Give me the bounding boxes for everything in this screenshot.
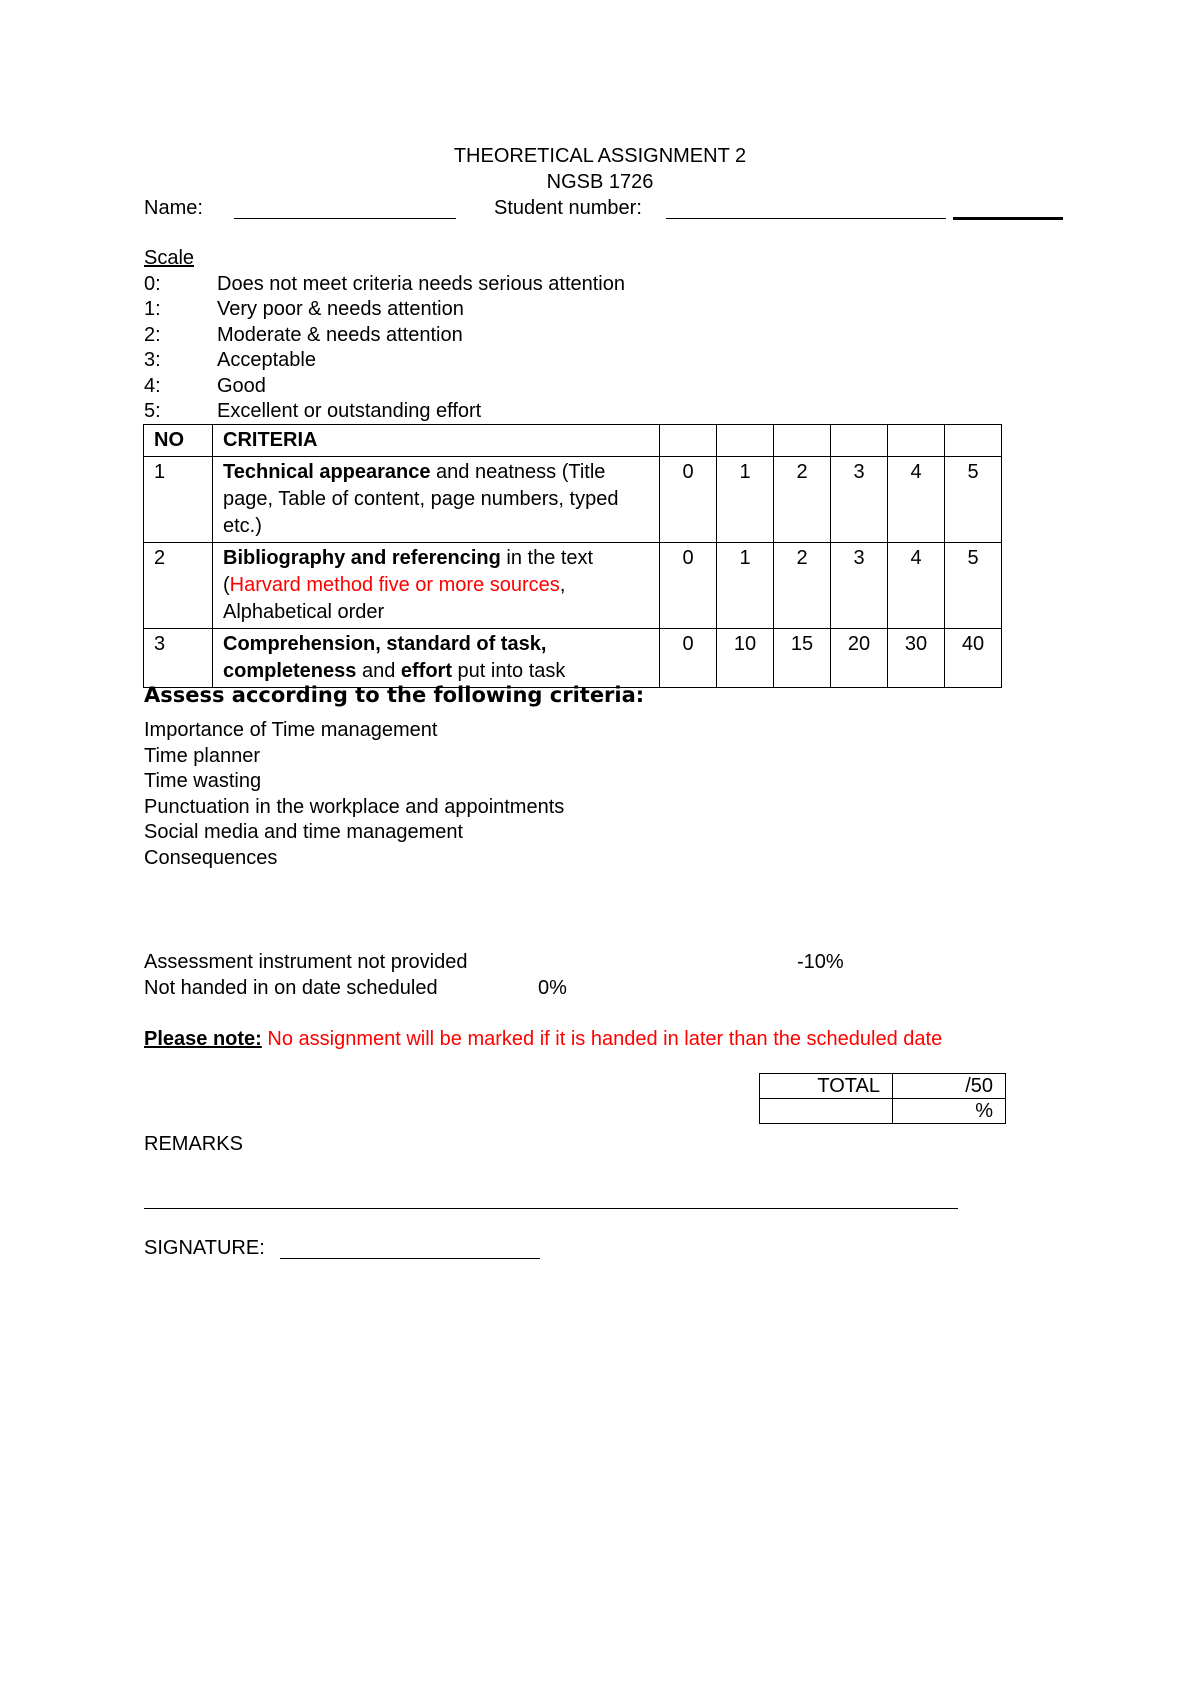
scale-text: Good [217, 375, 266, 397]
student-number-extra-line [953, 217, 1063, 220]
score-cell[interactable]: 1 [717, 543, 774, 629]
header-no: NO [144, 425, 213, 457]
criteria-bold: Bibliography and referencing [223, 547, 501, 569]
criteria-text: and [356, 660, 401, 682]
criteria-text: put into task [451, 660, 566, 682]
remarks-label: REMARKS [144, 1133, 243, 1155]
criteria-red-text: Harvard method five or more sources [229, 574, 560, 596]
table-row [144, 457, 1002, 543]
remarks-line[interactable] [144, 1208, 958, 1209]
instrument-penalty-value: -10% [797, 951, 844, 973]
signature-line[interactable] [280, 1258, 540, 1259]
table-header-row [144, 425, 1002, 457]
criteria-bold: Technical appearance [223, 461, 431, 483]
scale-text: Moderate & needs attention [217, 324, 463, 346]
late-penalty-value: 0% [538, 977, 567, 999]
score-cell[interactable]: 0 [660, 457, 717, 543]
assess-item: Time wasting [144, 770, 262, 792]
scale-key: 5: [144, 400, 161, 422]
total-row [760, 1074, 1006, 1099]
table-row [144, 629, 1002, 688]
student-number-blank-line[interactable] [666, 218, 946, 219]
note-label: Please note: [144, 1028, 262, 1050]
total-value[interactable]: /50 [893, 1074, 1006, 1099]
percent-empty-cell [760, 1099, 893, 1124]
percent-row [760, 1099, 1006, 1124]
scale-key: 0: [144, 273, 161, 295]
header-criteria: CRITERIA [213, 425, 660, 457]
row-criteria [213, 629, 660, 688]
score-cell[interactable]: 2 [774, 543, 831, 629]
name-blank-line[interactable] [234, 218, 456, 219]
row-criteria [213, 457, 660, 543]
row-number: 3 [144, 629, 213, 688]
document-title: THEORETICAL ASSIGNMENT 2 [453, 145, 747, 167]
score-cell[interactable]: 3 [831, 457, 888, 543]
please-note [144, 1027, 942, 1052]
total-table [759, 1073, 1006, 1124]
row-number: 2 [144, 543, 213, 629]
criteria-table [143, 424, 1002, 688]
assess-item: Social media and time management [144, 821, 464, 843]
scale-key: 1: [144, 298, 161, 320]
scale-key: 4: [144, 375, 161, 397]
course-code: NGSB 1726 [546, 171, 654, 193]
table-row [144, 543, 1002, 629]
row-criteria [213, 543, 660, 629]
scale-text: Very poor & needs attention [217, 298, 464, 320]
score-cell[interactable]: 2 [774, 457, 831, 543]
name-label: Name: [144, 197, 203, 219]
score-cell[interactable]: 40 [945, 629, 1002, 688]
scale-heading: Scale [144, 247, 195, 269]
score-cell[interactable]: 3 [831, 543, 888, 629]
row-number: 1 [144, 457, 213, 543]
score-cell[interactable]: 0 [660, 629, 717, 688]
score-cell[interactable]: 5 [945, 543, 1002, 629]
scale-key: 3: [144, 349, 161, 371]
criteria-bold: effort [400, 660, 452, 682]
assess-heading: Assess according to the following criteria: [144, 683, 645, 707]
late-penalty-label: Not handed in on date scheduled [144, 977, 438, 999]
score-cell[interactable]: 4 [888, 543, 945, 629]
criteria-text: , Alphabetical order [223, 574, 566, 623]
note-text: No assignment will be marked if it is handed in later than the scheduled date [261, 1028, 943, 1050]
student-number-label: Student number: [494, 197, 642, 219]
scale-text: Acceptable [217, 349, 316, 371]
scale-text: Excellent or outstanding effort [217, 400, 482, 422]
assess-item: Punctuation in the workplace and appointments [144, 796, 565, 818]
criteria-text: and neatness (Title page, Table of content, page numbers, typed etc.) [223, 461, 619, 537]
scale-text: Does not meet criteria needs serious attention [217, 273, 625, 295]
assess-item: Time planner [144, 745, 260, 767]
total-label: TOTAL [760, 1074, 893, 1099]
signature-label: SIGNATURE: [144, 1237, 265, 1259]
criteria-text: in the text ( [223, 547, 594, 596]
score-cell[interactable]: 10 [717, 629, 774, 688]
criteria-bold: Comprehension, standard of task, completeness [223, 633, 547, 682]
assess-item: Importance of Time management [144, 719, 438, 741]
instrument-penalty-label: Assessment instrument not provided [144, 951, 468, 973]
score-cell[interactable]: 5 [945, 457, 1002, 543]
percent-value[interactable]: % [893, 1099, 1006, 1124]
assess-item: Consequences [144, 847, 278, 869]
score-cell[interactable]: 30 [888, 629, 945, 688]
score-cell[interactable]: 15 [774, 629, 831, 688]
score-cell[interactable]: 1 [717, 457, 774, 543]
scale-key: 2: [144, 324, 161, 346]
score-cell[interactable]: 4 [888, 457, 945, 543]
score-cell[interactable]: 20 [831, 629, 888, 688]
score-cell[interactable]: 0 [660, 543, 717, 629]
